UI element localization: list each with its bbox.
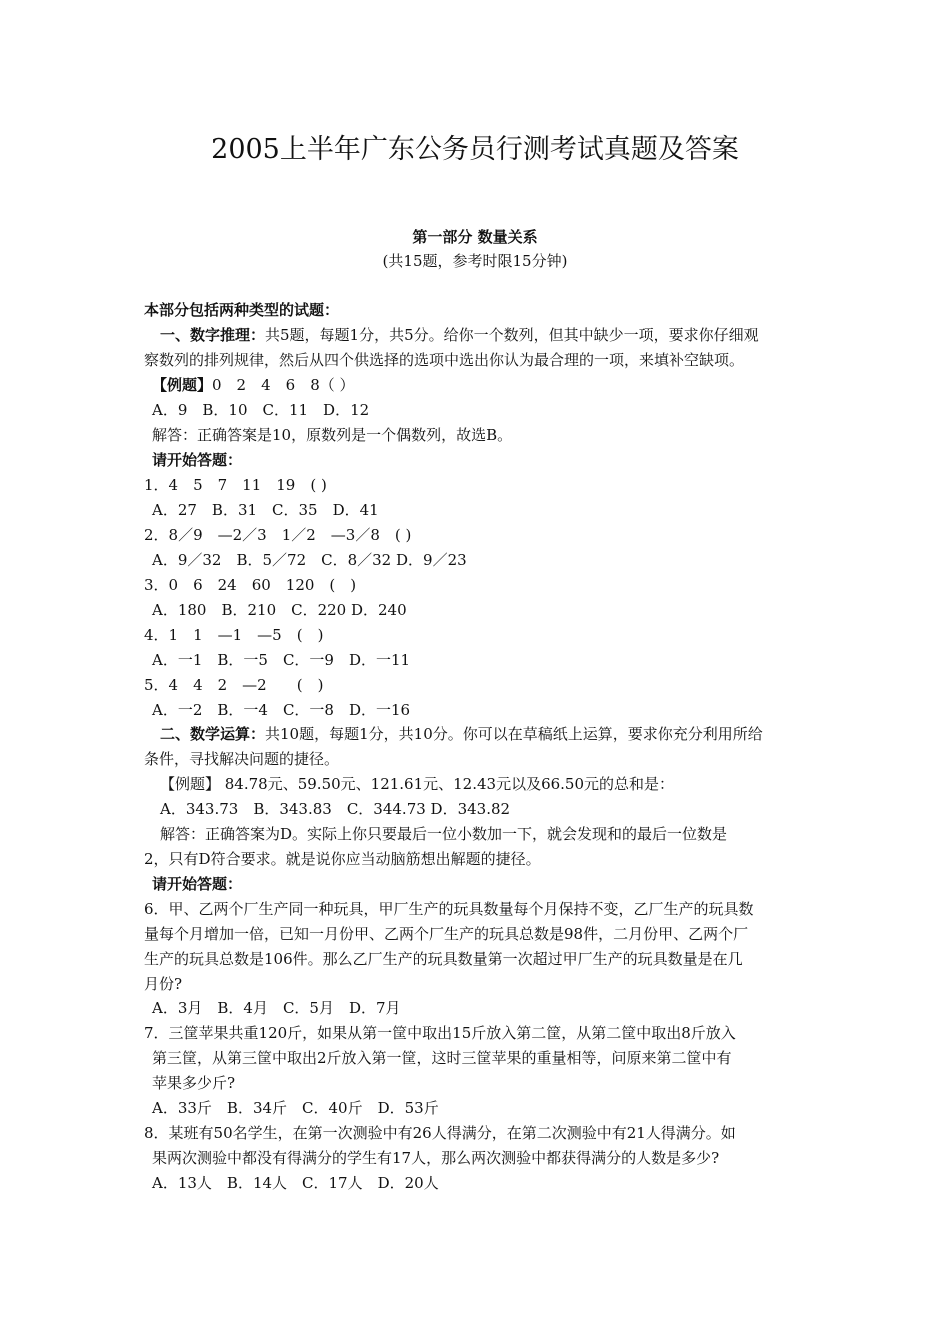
section1-label: 一、数字推理：: [160, 326, 266, 344]
question-6-line3: 生产的玩具总数是106件。那么乙厂生产的玩具数量第一次超过甲厂生产的玩具数量是在几: [144, 950, 743, 968]
question-3-options: A．180 B．210 C．220 D．240: [152, 601, 407, 619]
question-5-options: A．一2 B．一4 C．一8 D．一16: [152, 701, 411, 719]
question-7-line2: 第三筐，从第三筐中取出2斤放入第一筐，这时三筐苹果的重量相等，问原来第二筐中有: [152, 1049, 732, 1067]
question-8-options: A．13人 B．14人 C．17人 D．20人: [152, 1174, 439, 1192]
section1-text1: 共5题，每题1分，共5分。给你一个数列，但其中缺少一项，要求你仔细观: [265, 326, 759, 344]
question-1: 1．4 5 7 11 19 ( ): [144, 476, 327, 494]
question-6-line4: 月份?: [144, 975, 183, 993]
question-8-line1: 8．某班有50名学生，在第一次测验中有26人得满分，在第二次测验中有21人得满分。如: [144, 1124, 736, 1142]
section2-label: 二、数学运算：: [160, 725, 266, 743]
section2-example-answer1: 解答：正确答案为D。实际上你只要最后一位小数加一下，就会发现和的最后一位数是: [160, 825, 728, 843]
section2-text2: 条件，寻找解决问题的捷径。: [144, 750, 340, 768]
part-heading: 第一部分 数量关系: [412, 228, 538, 246]
section1-example-answer: 解答：正确答案是10，原数列是一个偶数列，故选B。: [152, 426, 513, 444]
question-2-options: A．9／32 B．5／72 C．8／32 D．9／23: [152, 551, 467, 569]
section2-example-options: A．343.73 B．343.83 C．344.73 D．343.82: [160, 800, 511, 818]
example-tag: 【例题】: [152, 376, 213, 394]
question-8-line2: 果两次测验中都没有得满分的学生有17人，那么两次测验中都获得满分的人数是多少?: [152, 1149, 720, 1167]
intro-text: 本部分包括两种类型的试题：: [144, 301, 340, 319]
section2-line1: [160, 723, 763, 745]
section1-line1: [160, 324, 759, 346]
question-3: 3．0 6 24 60 120 ( ): [144, 576, 357, 594]
section2-text1: 共10题，每题1分，共10分。你可以在草稿纸上运算，要求你充分利用所给: [265, 725, 763, 743]
question-1-options: A．27 B．31 C．35 D．41: [152, 501, 379, 519]
section2-example: 【例题】 84.78元、59.50元、121.61元、12.43元以及66.50元的总和是：: [160, 775, 675, 793]
question-4-options: A．一1 B．一5 C．一9 D．一11: [152, 651, 411, 669]
section1-text2: 察数列的排列规律，然后从四个供选择的选项中选出你认为最合理的一项，来填补空缺项。: [144, 351, 745, 369]
question-6-line1: 6．甲、乙两个厂生产同一种玩具，甲厂生产的玩具数量每个月保持不变，乙厂生产的玩具数: [144, 900, 754, 918]
section2-example-answer2: 2，只有D符合要求。就是说你应当动脑筋想出解题的捷径。: [144, 850, 541, 868]
part-note: (共15题，参考时限15分钟): [382, 252, 568, 270]
document-title: 2005上半年广东公务员行测考试真题及答案: [211, 134, 739, 165]
example-sequence: 0 2 4 6 8（ ）: [212, 376, 355, 394]
section2-start: 请开始答题：: [152, 875, 243, 893]
question-6-line2: 量每个月增加一倍，已知一月份甲、乙两个厂生产的玩具总数是98件，二月份甲、乙两个厂: [144, 925, 749, 943]
question-7-line3: 苹果多少斤?: [152, 1074, 236, 1092]
question-7-line1: 7．三筐苹果共重120斤，如果从第一筐中取出15斤放入第二筐，从第二筐中取出8斤放入: [144, 1024, 736, 1042]
question-2: 2．8／9 —2／3 1／2 —3／8 ( ): [144, 526, 412, 544]
question-6-options: A．3月 B．4月 C．5月 D．7月: [152, 999, 401, 1017]
question-5: 5．4 4 2 —2 ( ): [144, 676, 324, 694]
section1-example-options: A．9 B．10 C．11 D．12: [152, 401, 370, 419]
question-4: 4．1 1 —1 —5 ( ): [144, 626, 324, 644]
question-7-options: A．33斤 B．34斤 C．40斤 D．53斤: [152, 1099, 439, 1117]
section1-example: [152, 374, 355, 396]
section1-start: 请开始答题：: [152, 451, 243, 469]
